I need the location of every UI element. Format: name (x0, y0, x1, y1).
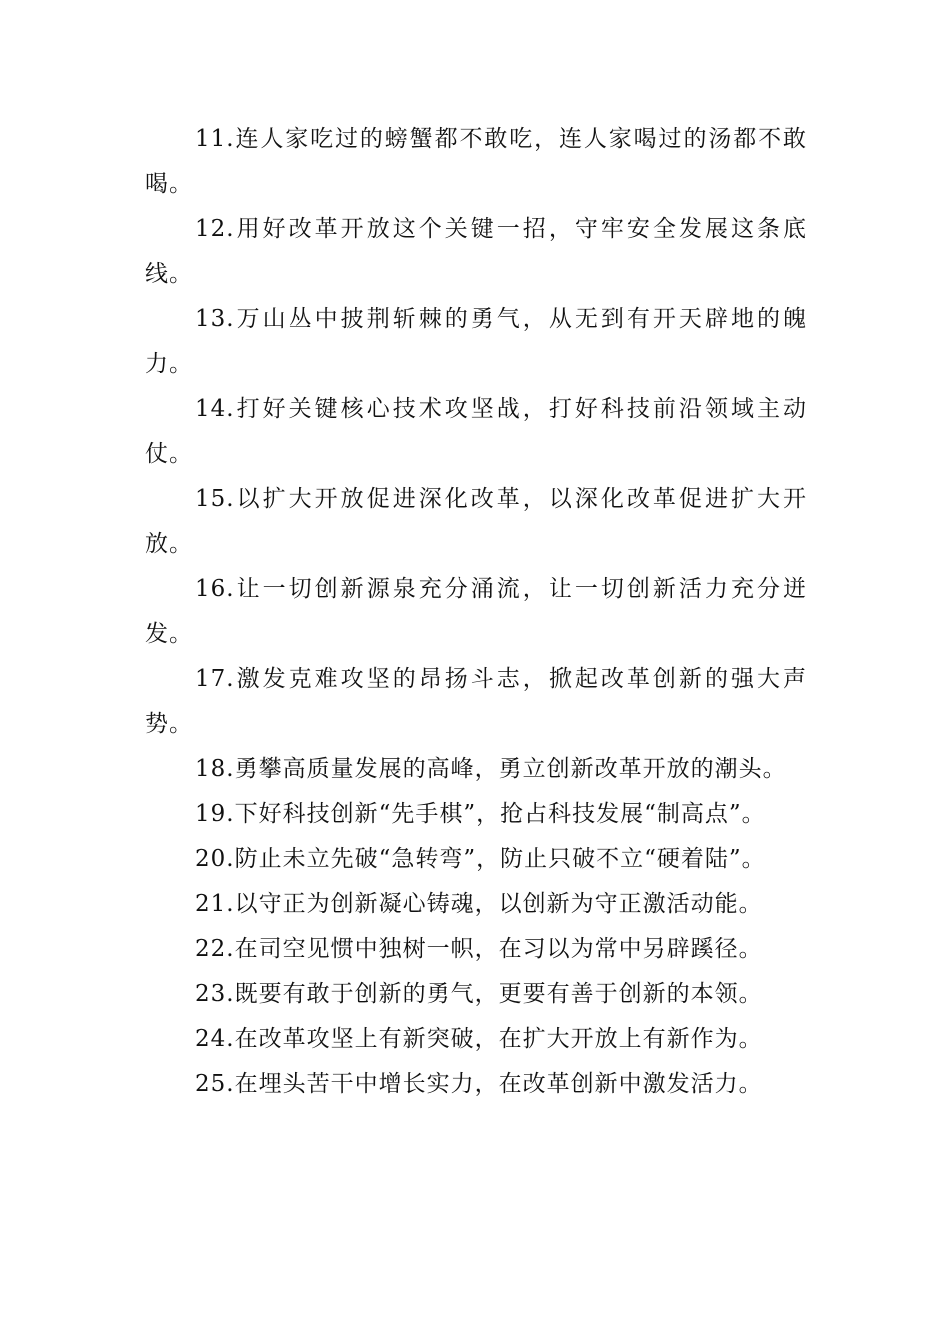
list-item-11: 11.连人家吃过的螃蟹都不敢吃，连人家喝过的汤都不敢喝。 (145, 126, 807, 197)
list-item-17: 17.激发克难攻坚的昂扬斗志，掀起改革创新的强大声势。 (145, 666, 807, 737)
list-item-20: 20.防止未立先破“急转弯”，防止只破不立“硬着陆”。 (195, 846, 766, 872)
list-item-23: 23.既要有敢于创新的勇气，更要有善于创新的本领。 (195, 981, 763, 1007)
list-item-19: 19.下好科技创新“先手棋”，抢占科技发展“制高点”。 (195, 801, 766, 827)
list-item-13: 13.万山丛中披荆斩棘的勇气，从无到有开天辟地的魄力。 (145, 306, 807, 377)
document-page (145, 117, 807, 1107)
list-item-18: 18.勇攀高质量发展的高峰，勇立创新改革开放的潮头。 (195, 756, 787, 782)
list-item-22: 22.在司空见惯中独树一帜，在习以为常中另辟蹊径。 (195, 936, 763, 962)
list-item-25: 25.在埋头苦干中增长实力，在改革创新中激发活力。 (195, 1071, 763, 1097)
list-item-24: 24.在改革攻坚上有新突破，在扩大开放上有新作为。 (195, 1026, 763, 1052)
list-item-14: 14.打好关键核心技术攻坚战，打好科技前沿领域主动仗。 (145, 396, 807, 467)
list-item-21: 21.以守正为创新凝心铸魂，以创新为守正激活动能。 (195, 891, 763, 917)
list-item-15: 15.以扩大开放促进深化改革，以深化改革促进扩大开放。 (145, 486, 807, 557)
list-item-16: 16.让一切创新源泉充分涌流，让一切创新活力充分迸发。 (145, 576, 807, 647)
list-item-12: 12.用好改革开放这个关键一招，守牢安全发展这条底线。 (145, 216, 807, 287)
